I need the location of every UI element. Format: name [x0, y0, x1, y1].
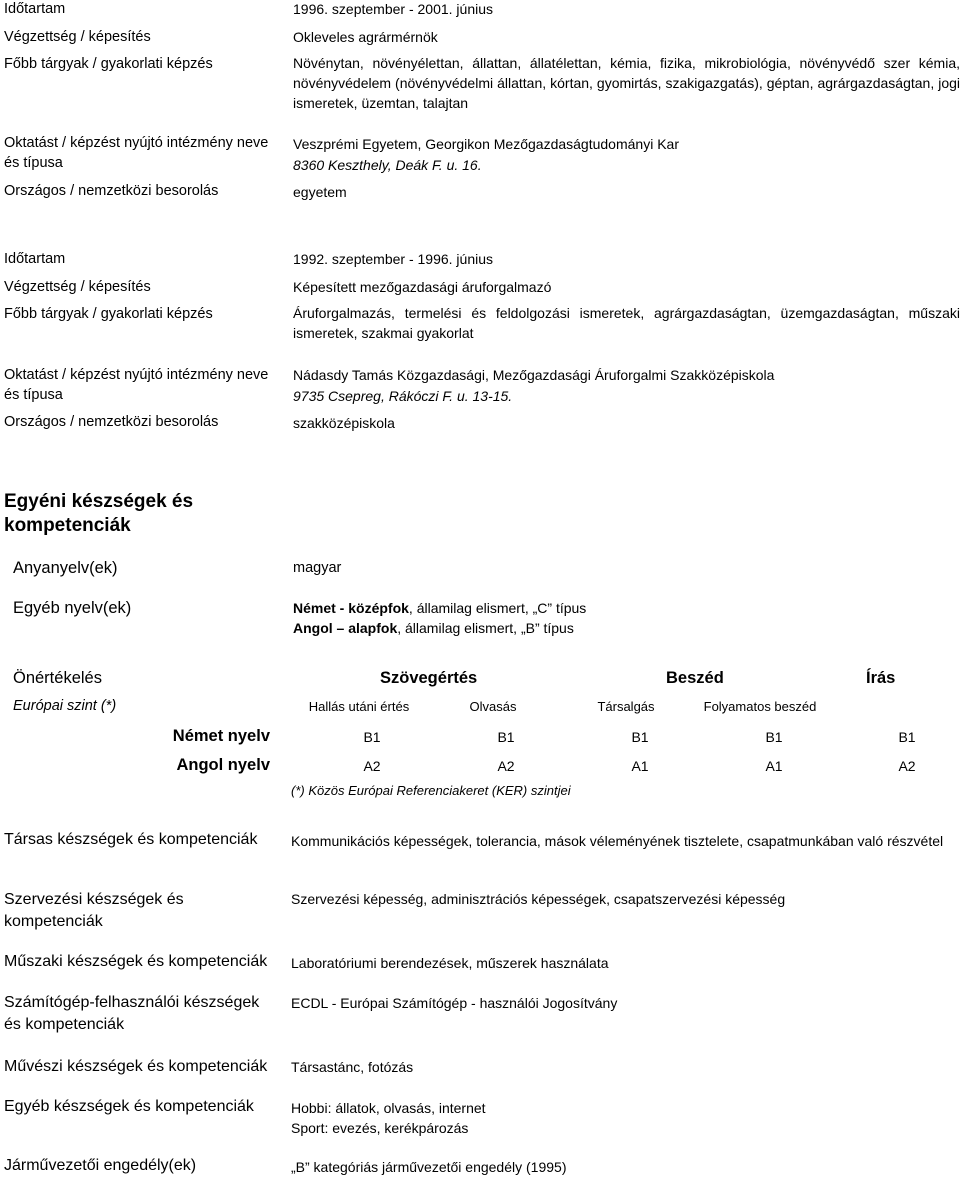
language-1	[293, 600, 586, 616]
row-cell: A1	[631, 758, 649, 774]
degree-value: Képesített mezőgazdasági áruforgalmazó	[293, 279, 552, 295]
skills-heading-line1: Egyéni készségek és	[4, 491, 194, 512]
social-skills-label: Társas készségek és kompetenciák	[4, 831, 258, 848]
language-1-detail: , államilag elismert, „C” típus	[408, 600, 587, 616]
driving-licence-label: Járművezetői engedély(ek)	[4, 1157, 197, 1174]
subjects-label: Főbb tárgyak / gyakorlati képzés	[4, 56, 213, 72]
row-cell: B1	[631, 729, 649, 745]
institution-address: 8360 Keszthely, Deák F. u. 16.	[293, 157, 482, 173]
row-language-name: Német nyelv	[172, 727, 270, 745]
footnote: (*) Közös Európai Referenciakeret (KER) szintjei	[291, 783, 571, 798]
speaking-heading: Beszéd	[666, 669, 724, 687]
listening-subheading: Hallás utáni értés	[308, 699, 410, 714]
row-cell: A1	[765, 758, 783, 774]
self-assessment-label: Önértékelés	[13, 669, 102, 687]
duration-value: 1992. szeptember - 1996. június	[293, 251, 494, 267]
row-cell: A2	[363, 758, 381, 774]
row-cell: A2	[898, 758, 916, 774]
technical-skills-label: Műszaki készségek és kompetenciák	[4, 953, 268, 970]
institution-label-line2: és típusa	[4, 155, 63, 171]
writing-heading: Írás	[866, 669, 896, 687]
other-skills-hobbies: Hobbi: állatok, olvasás, internet	[291, 1100, 486, 1116]
computer-skills-label: Számítógép-felhasználói készségek és kompetenciák	[4, 994, 260, 1033]
classification-value: szakközépiskola	[293, 415, 395, 431]
understanding-heading: Szövegértés	[380, 669, 478, 687]
language-1-level: Német - középfok	[293, 600, 409, 616]
row-cell: B1	[898, 729, 916, 745]
organisational-skills-label: Szervezési készségek és kompetenciák	[4, 891, 184, 930]
degree-label: Végzettség / képesítés	[4, 279, 151, 295]
driving-licence-value: „B” kategóriás járművezetői engedély (1995)	[291, 1159, 567, 1175]
other-languages-label: Egyéb nyelv(ek)	[13, 599, 132, 617]
institution-name: Nádasdy Tamás Közgazdasági, Mezőgazdasági Áruforgalmi Szakközépiskola	[293, 367, 775, 383]
classification-label: Országos / nemzetközi besorolás	[4, 414, 219, 430]
degree-label: Végzettség / képesítés	[4, 29, 151, 45]
row-cell: A2	[497, 758, 515, 774]
duration-label: Időtartam	[4, 1, 66, 17]
language-2-detail: , államilag elismert, „B” típus	[397, 620, 574, 636]
interaction-subheading: Társalgás	[597, 699, 655, 714]
mother-tongue-label: Anyanyelv(ek)	[13, 559, 118, 577]
subjects-value: Növénytan, növényélettan, állattan, állatélettan, kémia, fizika, mikrobiológia, növényvédő szer kémia, növényvédelem (növényvédelmi állattan, kórtan, gyomirtás, szakigazgatás), géptan, agrárgazdaságtan, jogi ismeretek, üzemtan, talajtan	[293, 55, 960, 111]
reading-subheading: Olvasás	[469, 699, 517, 714]
language-2	[293, 620, 574, 636]
social-skills-value: Kommunikációs képességek, tolerancia, mások véleményének tisztelete, csapatmunkában való részvétel	[291, 833, 944, 849]
institution-label-line1: Oktatást / képzést nyújtó intézmény neve	[4, 135, 269, 151]
subjects-value: Áruforgalmazás, termelési és feldolgozási ismeretek, agrárgazdaságtan, üzemgazdaságtan, műszaki ismeretek, szakmai gyakorlat	[293, 305, 960, 341]
european-level-label: Európai szint (*)	[13, 698, 117, 714]
classification-value: egyetem	[293, 184, 347, 200]
production-subheading: Folyamatos beszéd	[703, 699, 817, 714]
duration-value: 1996. szeptember - 2001. június	[293, 1, 494, 17]
artistic-skills-value: Társastánc, fotózás	[291, 1059, 414, 1075]
artistic-skills-label: Művészi készségek és kompetenciák	[4, 1058, 268, 1075]
computer-skills-value: ECDL - Európai Számítógép - használói Jogosítvány	[291, 995, 618, 1011]
row-cell: B1	[497, 729, 515, 745]
mother-tongue-value: magyar	[293, 560, 342, 576]
technical-skills-value: Laboratóriumi berendezések, műszerek használata	[291, 955, 609, 971]
institution-name: Veszprémi Egyetem, Georgikon Mezőgazdaságtudományi Kar	[293, 136, 679, 152]
institution-label-line1: Oktatást / képzést nyújtó intézmény neve	[4, 367, 269, 383]
row-cell: B1	[363, 729, 381, 745]
row-cell: B1	[765, 729, 783, 745]
classification-label: Országos / nemzetközi besorolás	[4, 183, 219, 199]
institution-address: 9735 Csepreg, Rákóczi F. u. 13-15.	[293, 388, 513, 404]
institution-label-line2: és típusa	[4, 387, 63, 403]
other-skills-label: Egyéb készségek és kompetenciák	[4, 1098, 254, 1115]
row-language-name: Angol nyelv	[176, 756, 270, 774]
degree-value: Okleveles agrármérnök	[293, 29, 438, 45]
other-skills-sport: Sport: evezés, kerékpározás	[291, 1120, 469, 1136]
skills-heading-line2: kompetenciák	[4, 515, 131, 536]
subjects-label: Főbb tárgyak / gyakorlati képzés	[4, 306, 213, 322]
organisational-skills-value: Szervezési képesség, adminisztrációs képességek, csapatszervezési képesség	[291, 891, 786, 907]
duration-label: Időtartam	[4, 251, 66, 267]
language-2-level: Angol – alapfok	[293, 620, 398, 636]
